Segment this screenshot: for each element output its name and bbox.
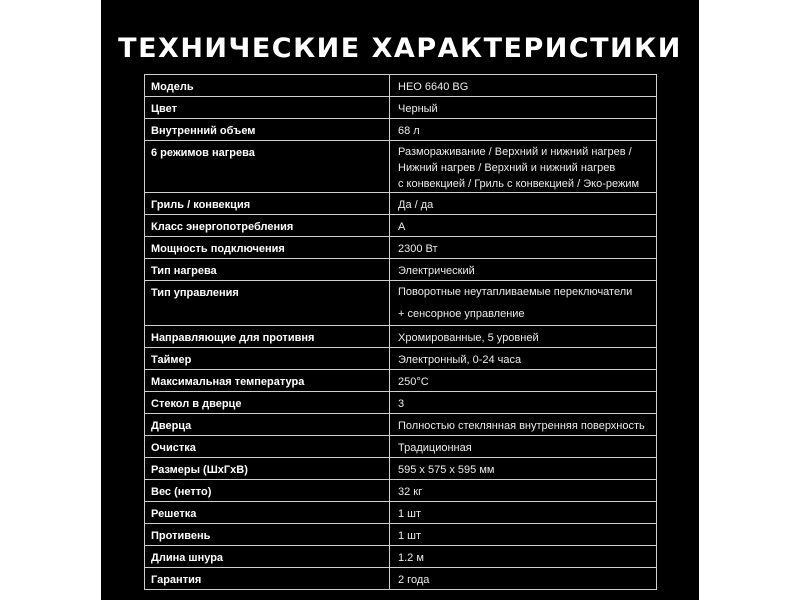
spec-row-grill-convection (145, 193, 657, 215)
spec-label: Модель (145, 75, 390, 97)
spec-value-line: Нижний нагрев / Верхний и нижний нагрев (398, 162, 616, 174)
spec-label: Противень (145, 524, 390, 546)
spec-label: Тип управления (145, 281, 390, 326)
spec-label: Очистка (145, 436, 390, 458)
spec-label: 6 режимов нагрева (145, 141, 390, 193)
spec-value: Электронный, 0-24 часа (390, 348, 657, 370)
spec-value: Да / да (390, 193, 657, 215)
spec-row-model (145, 75, 657, 97)
spec-row-heating-modes (145, 141, 657, 193)
spec-row-volume (145, 119, 657, 141)
spec-label: Решетка (145, 502, 390, 524)
spec-row-max-temp (145, 370, 657, 392)
spec-row-cord-length (145, 546, 657, 568)
spec-label: Гарантия (145, 568, 390, 590)
spec-value: 32 кг (390, 480, 657, 502)
spec-label: Направляющие для противня (145, 326, 390, 348)
spec-row-power (145, 237, 657, 259)
spec-label: Гриль / конвекция (145, 193, 390, 215)
spec-value: 2 года (390, 568, 657, 590)
page-title: ТЕХНИЧЕСКИЕ ХАРАКТЕРИСТИКИ (118, 33, 682, 64)
spec-row-dimensions (145, 458, 657, 480)
spec-row-tray (145, 524, 657, 546)
spec-value: 250°C (390, 370, 657, 392)
spec-value: 595 х 575 х 595 мм (390, 458, 657, 480)
spec-value-line: + сенсорное управление (398, 308, 525, 320)
spec-sheet (101, 0, 699, 600)
spec-row-rails (145, 326, 657, 348)
spec-value: Электрический (390, 259, 657, 281)
spec-label: Таймер (145, 348, 390, 370)
spec-label: Тип нагрева (145, 259, 390, 281)
spec-value: Традиционная (390, 436, 657, 458)
spec-value: 1 шт (390, 524, 657, 546)
spec-label: Цвет (145, 97, 390, 119)
spec-value: Хромированные, 5 уровней (390, 326, 657, 348)
spec-row-timer (145, 348, 657, 370)
spec-label: Мощность подключения (145, 237, 390, 259)
spec-row-warranty (145, 568, 657, 590)
spec-value-line: Размораживание / Верхний и нижний нагрев / (398, 146, 632, 158)
spec-row-energy-class (145, 215, 657, 237)
spec-row-color (145, 97, 657, 119)
spec-row-door-glass (145, 392, 657, 414)
spec-row-heating-type (145, 259, 657, 281)
spec-value: 68 л (390, 119, 657, 141)
spec-value-line: Поворотные неутапливаемые переключатели (398, 286, 633, 298)
spec-label: Класс энергопотребления (145, 215, 390, 237)
spec-row-cleaning (145, 436, 657, 458)
spec-value: 2300 Вт (390, 237, 657, 259)
spec-label: Стекол в дверце (145, 392, 390, 414)
spec-value: 1.2 м (390, 546, 657, 568)
spec-value (390, 281, 657, 326)
spec-value: 1 шт (390, 502, 657, 524)
spec-label: Вес (нетто) (145, 480, 390, 502)
specs-table (144, 74, 657, 590)
spec-row-weight (145, 480, 657, 502)
spec-value (390, 141, 657, 193)
spec-label: Длина шнура (145, 546, 390, 568)
spec-label: Размеры (ШхГхВ) (145, 458, 390, 480)
spec-value: 3 (390, 392, 657, 414)
spec-label: Максимальная температура (145, 370, 390, 392)
spec-row-rack (145, 502, 657, 524)
spec-value: Черный (390, 97, 657, 119)
spec-value-line: с конвекцией / Гриль с конвекцией / Эко-режим (398, 178, 640, 190)
spec-label: Внутренний объем (145, 119, 390, 141)
spec-row-control-type (145, 281, 657, 326)
spec-value: HEO 6640 BG (390, 75, 657, 97)
spec-value: A (390, 215, 657, 237)
spec-row-door (145, 414, 657, 436)
spec-label: Дверца (145, 414, 390, 436)
spec-value: Полностью стеклянная внутренняя поверхность (390, 414, 657, 436)
